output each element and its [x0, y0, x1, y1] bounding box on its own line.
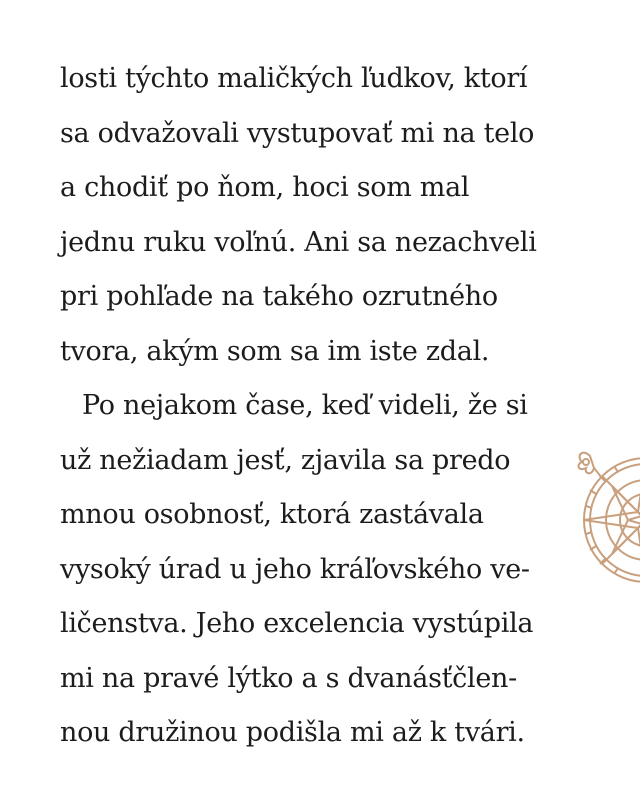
text-line: mnou osobnosť, ktorá zastávala — [60, 499, 484, 530]
text-line: Po nejakom čase, keď videli, že si — [82, 390, 528, 421]
text-line: mi na pravé lýtko a s dvanásťčlen- — [60, 662, 517, 694]
paragraph-2 — [60, 379, 580, 761]
text-line: nou družinou podišla mi až k tvári. — [60, 717, 525, 748]
compass-rose-icon — [568, 428, 640, 628]
text-line: jednu ruku voľnú. Ani sa nezachveli — [60, 226, 537, 258]
text-line: vysoký úrad u jeho kráľovského ve- — [60, 553, 530, 585]
text-line: už nežiadam jesť, zjavila sa predo — [60, 444, 511, 476]
text-line: tvora, akým som sa im iste zdal. — [60, 335, 490, 367]
body-text — [60, 52, 580, 761]
text-line: pri pohľade na takého ozrutného — [60, 281, 498, 312]
text-line: ličenstva. Jeho excelencia vystúpila — [60, 608, 534, 639]
paragraph-1 — [60, 52, 580, 379]
text-line: sa odvažovali vystupovať mi na telo — [60, 117, 535, 149]
text-line: losti týchto maličkých ľudkov, ktorí — [60, 63, 528, 94]
text-line: a chodiť po ňom, hoci som mal — [60, 172, 470, 203]
